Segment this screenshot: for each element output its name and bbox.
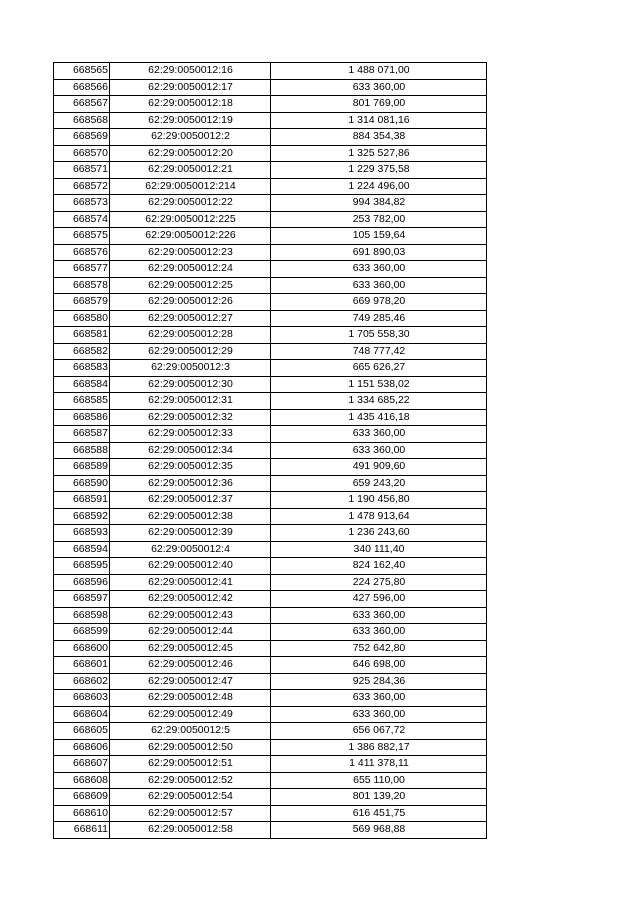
cadastral-number-cell: 62:29:0050012:19 <box>110 112 271 129</box>
cadastral-number-cell: 62:29:0050012:38 <box>110 508 271 525</box>
cadastral-value-cell: 1 488 071,00 <box>271 63 487 80</box>
cadastral-value-cell: 1 229 375,58 <box>271 162 487 179</box>
cadastral-number-cell: 62:29:0050012:29 <box>110 343 271 360</box>
row-number-cell: 668589 <box>54 459 110 476</box>
row-number-cell: 668590 <box>54 475 110 492</box>
table-row <box>54 277 487 294</box>
cadastral-number-cell: 62:29:0050012:40 <box>110 558 271 575</box>
row-number-cell: 668609 <box>54 789 110 806</box>
cadastral-number-cell: 62:29:0050012:20 <box>110 145 271 162</box>
cadastral-number-cell: 62:29:0050012:22 <box>110 195 271 212</box>
cadastral-number-cell: 62:29:0050012:23 <box>110 244 271 261</box>
row-number-cell: 668603 <box>54 690 110 707</box>
cadastral-number-cell: 62:29:0050012:46 <box>110 657 271 674</box>
cadastral-number-cell: 62:29:0050012:226 <box>110 228 271 245</box>
cadastral-value-cell: 616 451,75 <box>271 805 487 822</box>
cadastral-number-cell: 62:29:0050012:45 <box>110 640 271 657</box>
cadastral-number-cell: 62:29:0050012:21 <box>110 162 271 179</box>
cadastral-number-cell: 62:29:0050012:47 <box>110 673 271 690</box>
table-row <box>54 690 487 707</box>
table-row <box>54 558 487 575</box>
table-row <box>54 96 487 113</box>
table-row <box>54 442 487 459</box>
row-number-cell: 668571 <box>54 162 110 179</box>
cadastral-number-cell: 62:29:0050012:54 <box>110 789 271 806</box>
cadastral-value-cell: 1 325 527,86 <box>271 145 487 162</box>
row-number-cell: 668595 <box>54 558 110 575</box>
cadastral-number-cell: 62:29:0050012:25 <box>110 277 271 294</box>
cadastral-value-cell: 748 777,42 <box>271 343 487 360</box>
cadastral-number-cell: 62:29:0050012:39 <box>110 525 271 542</box>
table-row <box>54 360 487 377</box>
table-row <box>54 475 487 492</box>
table-body <box>54 63 487 839</box>
table-row <box>54 327 487 344</box>
cadastral-value-cell: 1 151 538,02 <box>271 376 487 393</box>
table-row <box>54 822 487 839</box>
cadastral-value-cell: 340 111,40 <box>271 541 487 558</box>
row-number-cell: 668608 <box>54 772 110 789</box>
table-row <box>54 756 487 773</box>
cadastral-value-cell: 633 360,00 <box>271 261 487 278</box>
table-row <box>54 805 487 822</box>
cadastral-value-cell: 1 705 558,30 <box>271 327 487 344</box>
row-number-cell: 668600 <box>54 640 110 657</box>
table-row <box>54 541 487 558</box>
cadastral-value-cell: 659 243,20 <box>271 475 487 492</box>
cadastral-value-cell: 253 782,00 <box>271 211 487 228</box>
table-row <box>54 409 487 426</box>
table-row <box>54 706 487 723</box>
table-row <box>54 63 487 80</box>
table-row <box>54 129 487 146</box>
cadastral-value-cell: 633 360,00 <box>271 624 487 641</box>
row-number-cell: 668592 <box>54 508 110 525</box>
cadastral-number-cell: 62:29:0050012:36 <box>110 475 271 492</box>
row-number-cell: 668577 <box>54 261 110 278</box>
cadastral-value-cell: 801 769,00 <box>271 96 487 113</box>
table-row <box>54 624 487 641</box>
row-number-cell: 668607 <box>54 756 110 773</box>
table-row <box>54 244 487 261</box>
table-row <box>54 607 487 624</box>
row-number-cell: 668580 <box>54 310 110 327</box>
cadastral-value-cell: 669 978,20 <box>271 294 487 311</box>
table-row <box>54 492 487 509</box>
table-row <box>54 772 487 789</box>
row-number-cell: 668605 <box>54 723 110 740</box>
cadastral-value-cell: 691 890,03 <box>271 244 487 261</box>
row-number-cell: 668604 <box>54 706 110 723</box>
row-number-cell: 668581 <box>54 327 110 344</box>
table-row <box>54 195 487 212</box>
cadastral-number-cell: 62:29:0050012:225 <box>110 211 271 228</box>
table-row <box>54 525 487 542</box>
row-number-cell: 668570 <box>54 145 110 162</box>
cadastral-number-cell: 62:29:0050012:57 <box>110 805 271 822</box>
cadastral-value-table <box>53 62 487 839</box>
table-row <box>54 211 487 228</box>
table-row <box>54 393 487 410</box>
cadastral-number-cell: 62:29:0050012:4 <box>110 541 271 558</box>
cadastral-value-cell: 749 285,46 <box>271 310 487 327</box>
cadastral-value-cell: 491 909,60 <box>271 459 487 476</box>
row-number-cell: 668591 <box>54 492 110 509</box>
cadastral-value-cell: 801 139,20 <box>271 789 487 806</box>
cadastral-value-cell: 656 067,72 <box>271 723 487 740</box>
cadastral-number-cell: 62:29:0050012:24 <box>110 261 271 278</box>
cadastral-number-cell: 62:29:0050012:17 <box>110 79 271 96</box>
cadastral-value-cell: 105 159,64 <box>271 228 487 245</box>
cadastral-number-cell: 62:29:0050012:48 <box>110 690 271 707</box>
row-number-cell: 668586 <box>54 409 110 426</box>
cadastral-value-cell: 1 314 081,16 <box>271 112 487 129</box>
row-number-cell: 668597 <box>54 591 110 608</box>
row-number-cell: 668568 <box>54 112 110 129</box>
table-row <box>54 228 487 245</box>
table-row <box>54 591 487 608</box>
cadastral-number-cell: 62:29:0050012:37 <box>110 492 271 509</box>
cadastral-number-cell: 62:29:0050012:5 <box>110 723 271 740</box>
row-number-cell: 668579 <box>54 294 110 311</box>
table-row <box>54 459 487 476</box>
row-number-cell: 668569 <box>54 129 110 146</box>
cadastral-number-cell: 62:29:0050012:27 <box>110 310 271 327</box>
cadastral-value-cell: 1 435 416,18 <box>271 409 487 426</box>
cadastral-number-cell: 62:29:0050012:34 <box>110 442 271 459</box>
row-number-cell: 668598 <box>54 607 110 624</box>
row-number-cell: 668601 <box>54 657 110 674</box>
row-number-cell: 668566 <box>54 79 110 96</box>
cadastral-number-cell: 62:29:0050012:43 <box>110 607 271 624</box>
table-row <box>54 673 487 690</box>
cadastral-number-cell: 62:29:0050012:26 <box>110 294 271 311</box>
cadastral-value-cell: 1 190 456,80 <box>271 492 487 509</box>
cadastral-number-cell: 62:29:0050012:18 <box>110 96 271 113</box>
row-number-cell: 668567 <box>54 96 110 113</box>
cadastral-number-cell: 62:29:0050012:33 <box>110 426 271 443</box>
row-number-cell: 668606 <box>54 739 110 756</box>
cadastral-number-cell: 62:29:0050012:50 <box>110 739 271 756</box>
table-row <box>54 508 487 525</box>
row-number-cell: 668575 <box>54 228 110 245</box>
cadastral-value-cell: 633 360,00 <box>271 426 487 443</box>
cadastral-number-cell: 62:29:0050012:3 <box>110 360 271 377</box>
table-row <box>54 739 487 756</box>
row-number-cell: 668596 <box>54 574 110 591</box>
cadastral-number-cell: 62:29:0050012:214 <box>110 178 271 195</box>
table-row <box>54 261 487 278</box>
table-row <box>54 79 487 96</box>
row-number-cell: 668594 <box>54 541 110 558</box>
cadastral-number-cell: 62:29:0050012:32 <box>110 409 271 426</box>
table-row <box>54 178 487 195</box>
row-number-cell: 668588 <box>54 442 110 459</box>
row-number-cell: 668573 <box>54 195 110 212</box>
row-number-cell: 668587 <box>54 426 110 443</box>
cadastral-value-cell: 633 360,00 <box>271 607 487 624</box>
cadastral-number-cell: 62:29:0050012:41 <box>110 574 271 591</box>
cadastral-number-cell: 62:29:0050012:31 <box>110 393 271 410</box>
cadastral-value-cell: 633 360,00 <box>271 79 487 96</box>
cadastral-value-cell: 633 360,00 <box>271 442 487 459</box>
row-number-cell: 668602 <box>54 673 110 690</box>
row-number-cell: 668578 <box>54 277 110 294</box>
table-row <box>54 343 487 360</box>
row-number-cell: 668572 <box>54 178 110 195</box>
table-row <box>54 376 487 393</box>
cadastral-value-cell: 1 236 243,60 <box>271 525 487 542</box>
row-number-cell: 668574 <box>54 211 110 228</box>
cadastral-number-cell: 62:29:0050012:58 <box>110 822 271 839</box>
row-number-cell: 668565 <box>54 63 110 80</box>
row-number-cell: 668611 <box>54 822 110 839</box>
cadastral-number-cell: 62:29:0050012:30 <box>110 376 271 393</box>
table-row <box>54 112 487 129</box>
cadastral-number-cell: 62:29:0050012:2 <box>110 129 271 146</box>
cadastral-value-cell: 1 224 496,00 <box>271 178 487 195</box>
cadastral-value-cell: 655 110,00 <box>271 772 487 789</box>
cadastral-value-cell: 633 360,00 <box>271 706 487 723</box>
cadastral-value-cell: 224 275,80 <box>271 574 487 591</box>
cadastral-value-cell: 1 411 378,11 <box>271 756 487 773</box>
table-row <box>54 574 487 591</box>
cadastral-value-cell: 1 334 685,22 <box>271 393 487 410</box>
cadastral-value-cell: 824 162,40 <box>271 558 487 575</box>
row-number-cell: 668584 <box>54 376 110 393</box>
cadastral-number-cell: 62:29:0050012:52 <box>110 772 271 789</box>
row-number-cell: 668576 <box>54 244 110 261</box>
row-number-cell: 668585 <box>54 393 110 410</box>
cadastral-value-cell: 752 642,80 <box>271 640 487 657</box>
cadastral-value-cell: 1 478 913,64 <box>271 508 487 525</box>
row-number-cell: 668599 <box>54 624 110 641</box>
cadastral-number-cell: 62:29:0050012:42 <box>110 591 271 608</box>
table-row <box>54 426 487 443</box>
table-row <box>54 162 487 179</box>
row-number-cell: 668582 <box>54 343 110 360</box>
cadastral-value-cell: 569 968,88 <box>271 822 487 839</box>
table-row <box>54 145 487 162</box>
cadastral-number-cell: 62:29:0050012:44 <box>110 624 271 641</box>
cadastral-value-cell: 665 626,27 <box>271 360 487 377</box>
cadastral-value-cell: 1 386 882,17 <box>271 739 487 756</box>
cadastral-number-cell: 62:29:0050012:51 <box>110 756 271 773</box>
cadastral-number-cell: 62:29:0050012:28 <box>110 327 271 344</box>
cadastral-number-cell: 62:29:0050012:35 <box>110 459 271 476</box>
cadastral-value-cell: 633 360,00 <box>271 690 487 707</box>
cadastral-value-cell: 633 360,00 <box>271 277 487 294</box>
cadastral-value-cell: 884 354,38 <box>271 129 487 146</box>
cadastral-value-cell: 427 596,00 <box>271 591 487 608</box>
cadastral-number-cell: 62:29:0050012:49 <box>110 706 271 723</box>
row-number-cell: 668583 <box>54 360 110 377</box>
table-row <box>54 640 487 657</box>
row-number-cell: 668610 <box>54 805 110 822</box>
cadastral-value-cell: 925 284,36 <box>271 673 487 690</box>
cadastral-value-cell: 994 384,82 <box>271 195 487 212</box>
table-row <box>54 310 487 327</box>
table-row <box>54 294 487 311</box>
table-row <box>54 657 487 674</box>
cadastral-value-cell: 646 698,00 <box>271 657 487 674</box>
table-row <box>54 789 487 806</box>
cadastral-number-cell: 62:29:0050012:16 <box>110 63 271 80</box>
table-row <box>54 723 487 740</box>
row-number-cell: 668593 <box>54 525 110 542</box>
